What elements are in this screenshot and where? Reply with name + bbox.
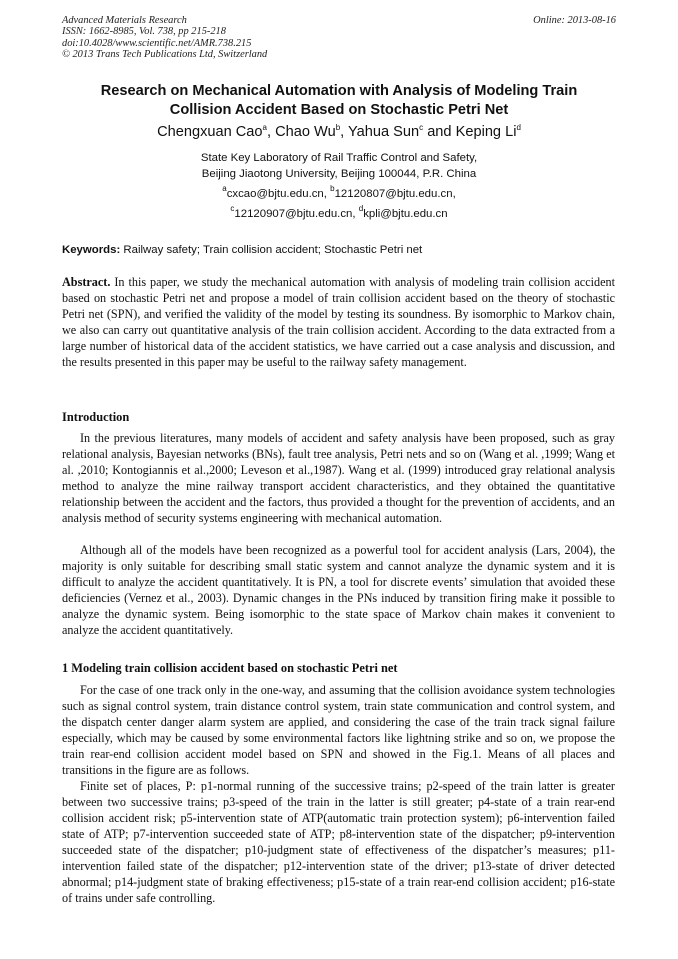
affiliation-line-2: Beijing Jiaotong University, Beijing 100044, P.R. China — [201, 168, 477, 180]
online-date: Online: 2013-08-16 — [533, 15, 616, 26]
email-link[interactable]: kpli@bjtu.edu.cn — [363, 208, 448, 220]
author: Keping Li$^d$ — [455, 123, 521, 140]
email-list — [60, 184, 618, 224]
affiliation-line-1: State Key Laboratory of Rail Traffic Control and Safety, — [200, 152, 478, 164]
section-heading-modeling: 1 Modeling train collision accident based on stochastic Petri net — [62, 661, 398, 675]
doi-line: doi:10.4028/www.scientific.net/AMR.738.215 — [62, 37, 252, 49]
paragraph: In the previous literatures, many models of accident and safety analysis have been proposed, such as gray relational analysis, Bayesian networks (BNs), fault tree analysis, Petri nets and so on (Wang et al. ,1999; Wang et al. ,2010; Kontogiannis et al.,2000; Leveson et al.,1987). Wang et al. (1999) introduced gray relational analysis method to analyze the mine railway transport accident characteristics, and they obtained the quantitative relationship between the accident and the factors, thus provided a thought for the prevention of accidents, and an analysis method of security systems engineering with mechanical automation. — [62, 431, 615, 525]
abstract-text: In this paper, we study the mechanical automation with analysis of modeling train collision accident based on stochastic Petri net and propose a model of train collision accident based on the theory of stochastic Petri net (SPN), and verified the validity of the model by testing its soundness. By isomorphic to Markov chain, we also can carry out quantitative analysis of the train collision accident. According to the data extracted from a large number of historical data of the accident statistics, we have carried out a case analysis and discussion, and the results presented in this paper may be useful to the railway safety management. — [62, 275, 615, 369]
copyright-line: © 2013 Trans Tech Publications Ltd, Switzerland — [62, 48, 268, 60]
author-list — [60, 123, 618, 141]
paragraph: Finite set of places, P: p1-normal running of the successive trains; p2-speed of the train latter is greater between two successive trains; p3-speed of the train in the latter is still greater; p4-state of a train rear-end collision accident risk; p5-intervention state of ATP(automatic train protection system); p6-intervention failed state of ATP; p7-intervention succeeded state of ATP; p8-intervention state of the dispatcher; p9-intervention succeeded state of the dispatcher; p10-judgment state of effectiveness of the dispatcher’s measures; p11-intervention failed state of the dispatcher; p12-intervention state of the driver; p13-state of driver detected abnormal; p14-judgment state of braking effectiveness; p15-state of a train rear-end collision accident; p16-state of trains under safe controlling. — [62, 779, 615, 905]
journal-name: Advanced Materials Research — [62, 15, 187, 26]
email-line-1: $^a$cxcao@bjtu.edu.cn, $^b$12120807@bjtu.edu.cn, — [222, 184, 456, 200]
keywords-text: Railway safety; Train collision accident; Stochastic Petri net — [120, 244, 423, 256]
keywords-label: Keywords: — [62, 244, 121, 256]
email-link[interactable]: cxcao@bjtu.edu.cn — [226, 188, 324, 200]
abstract — [62, 274, 615, 370]
issn-line: ISSN: 1662-8985, Vol. 738, pp 215-218 — [62, 26, 226, 38]
email-link[interactable]: 12120907@bjtu.edu.cn — [234, 208, 353, 220]
paragraph: Although all of the models have been recognized as a powerful tool for accident analysis (Lars, 2004), the majority is only suitable for describing small static system and cannot analyze the dynamic system and it is difficult to analyze the accident quantitatively. It is PN, a tool for discrete events’ simulation that avoided these deficiencies (Vernez et al., 2003). Dynamic changes in the PNs induced by transition firing make it possible to analyze the dynamic system. Being isomorphic to the state space of Markov chain makes it convenient to analyze the accident quantitatively. — [62, 543, 615, 637]
paragraph: For the case of one track only in the one-way, and assuming that the collision avoidance system technologies such as signal control system, train distance control system, train state communication and control system, and the dispatch center danger alarm system are applied, and considering the case of the train track signal failure especially, which may be caused by some environmental factors like lightning strike and so on, we propose the train rear-end collision accident model based on SPN and showed in the Fig.1. Means of all places and transitions in the figure are as follows. — [62, 683, 615, 777]
section-heading-introduction: Introduction — [62, 410, 130, 424]
email-line-2: $^c$12120907@bjtu.edu.cn, $^d$kpli@bjtu.edu.cn — [230, 204, 448, 220]
email-link[interactable]: 12120807@bjtu.edu.cn — [334, 188, 453, 200]
title-line-2: Collision Accident Based on Stochastic Petri Net — [169, 102, 509, 118]
author: Chengxuan Cao$^a$, — [157, 123, 276, 140]
author: Yahua Sun$^c$ and — [348, 123, 456, 140]
paper-title — [60, 82, 618, 120]
title-line-1: Research on Mechanical Automation with Analysis of Modeling Train — [100, 83, 578, 99]
keywords — [62, 243, 422, 257]
abstract-label: Abstract. — [62, 275, 111, 289]
journal-header — [62, 15, 267, 60]
author: Chao Wu$^b$, — [275, 123, 348, 140]
affiliation — [60, 150, 618, 182]
